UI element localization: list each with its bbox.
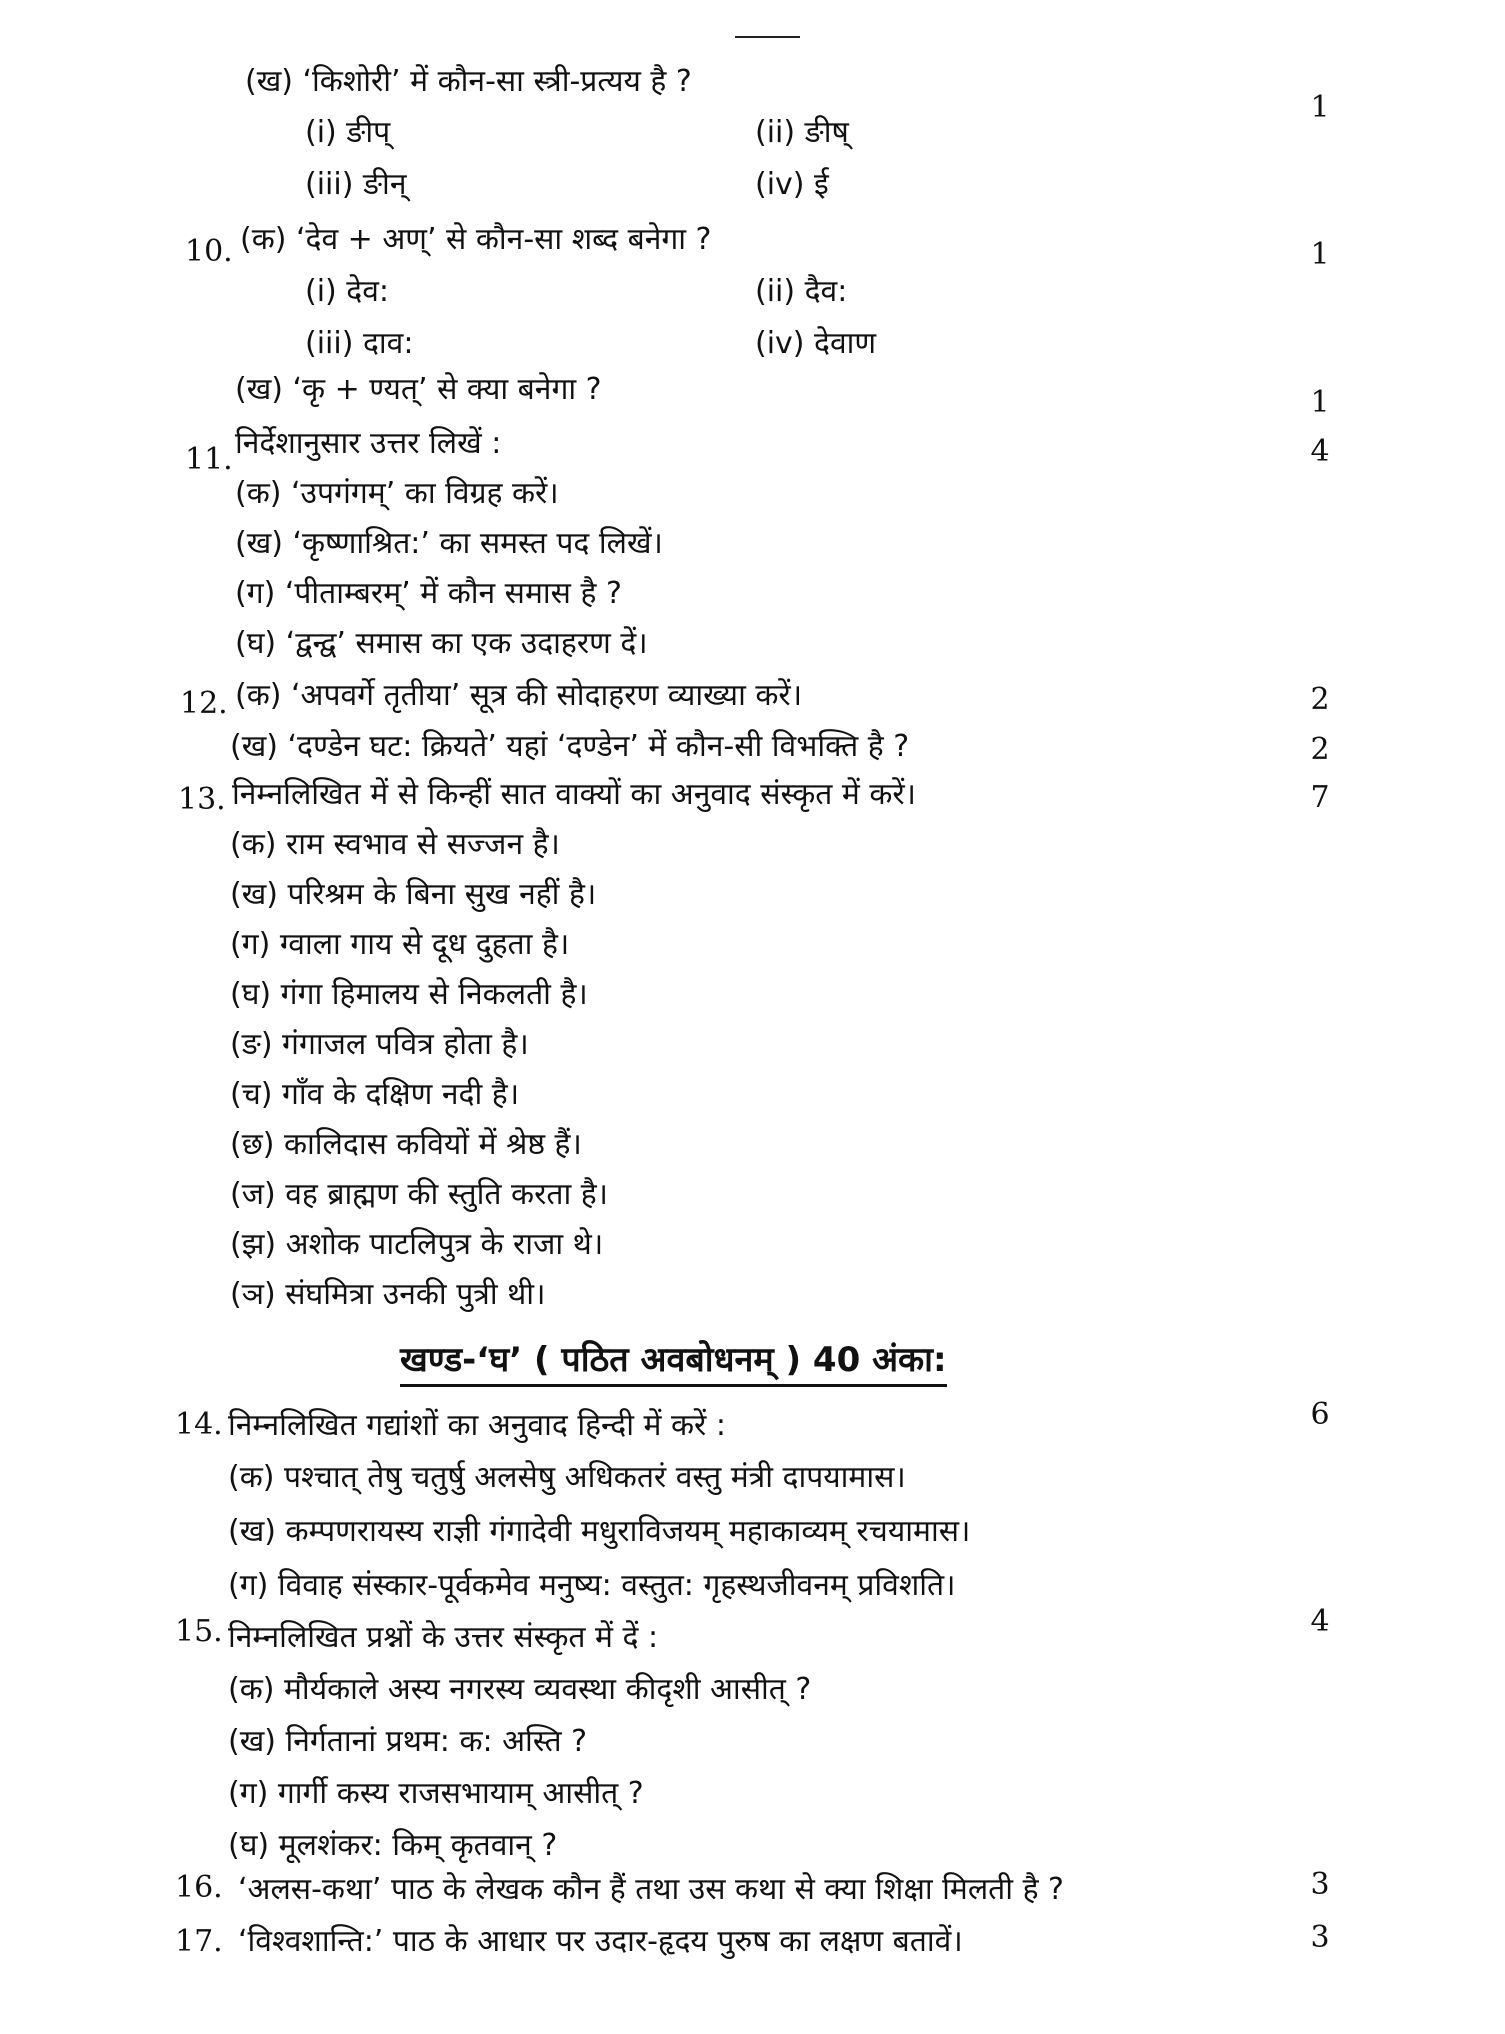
q17-text: ‘विश्वशान्ति:’ पाठ के आधार पर उदार-हृदय पुरुष का लक्षण बतावें। [238, 1924, 963, 1959]
top-rule [735, 36, 800, 38]
q9b-option-4: (iv) ई [755, 167, 829, 202]
q13-item-6: (च) गाँव के दक्षिण नदी है। [230, 1077, 520, 1112]
q9b-text: ‘किशोरी’ में कौन-सा स्त्री-प्रत्यय है ? [302, 64, 692, 99]
q16-number: 16. [175, 1870, 223, 1905]
q10-question [240, 220, 711, 260]
q15-item-1: (क) मौर्यकाले अस्य नगरस्य व्यवस्था कीदृशी आसीत् ? [228, 1672, 812, 1707]
q10b-label: (ख) [235, 372, 283, 407]
q12-part-a: (क) ‘अपवर्गे तृतीया’ सूत्र की सोदाहरण व्याख्या करें। [235, 678, 803, 713]
q14-item-2: (ख) कम्पणरायस्य राज्ञी गंगादेवी मधुराविजयम् महाकाव्यम् रचयामास। [228, 1514, 971, 1549]
q12-b-marks: 2 [1310, 732, 1330, 767]
q9b-option-2: (ii) ङीष् [755, 115, 849, 150]
q15-text: निम्नलिखित प्रश्नों के उत्तर संस्कृत में दें : [228, 1620, 659, 1655]
q13-item-5: (ङ) गंगाजल पवित्र होता है। [230, 1027, 529, 1062]
q11-item-3: (ग) ‘पीताम्बरम्’ में कौन समास है ? [235, 576, 622, 611]
q11-item-1: (क) ‘उपगंगम्’ का विग्रह करें। [235, 476, 559, 511]
q16-text: ‘अलस-कथा’ पाठ के लेखक कौन हैं तथा उस कथा से क्या शिक्षा मिलती है ? [238, 1872, 1064, 1907]
q13-item-8: (ज) वह ब्राह्मण की स्तुति करता है। [230, 1177, 609, 1212]
q13-item-3: (ग) ग्वाला गाय से दूध दुहता है। [230, 927, 570, 962]
q13-item-2: (ख) परिश्रम के बिना सुख नहीं है। [230, 877, 597, 912]
q15-item-3: (ग) गार्गी कस्य राजसभायाम् आसीत् ? [228, 1776, 644, 1811]
q15-number: 15. [175, 1614, 223, 1649]
q11-item-2: (ख) ‘कृष्णाश्रित:’ का समस्त पद लिखें। [235, 526, 663, 561]
q13-item-9: (झ) अशोक पाटलिपुत्र के राजा थे। [230, 1227, 604, 1262]
q10b-question [235, 370, 602, 410]
q14-item-3: (ग) विवाह संस्कार-पूर्वकमेव मनुष्य: वस्तुत: गृहस्थजीवनम् प्रविशति। [228, 1568, 956, 1603]
q14-item-1: (क) पश्चात् तेषु चतुर्षु अलसेषु अधिकतरं वस्तु मंत्री दापयामास। [228, 1460, 906, 1495]
q13-number: 13. [178, 782, 226, 817]
q10-marks: 1 [1310, 237, 1330, 272]
q9b-label: (ख) [245, 64, 293, 99]
q13-item-7: (छ) कालिदास कवियों में श्रेष्ठ हैं। [230, 1127, 582, 1162]
q13-item-10: (ञ) संघमित्रा उनकी पुत्री थी। [230, 1277, 546, 1312]
q10-option-1: (i) देव: [305, 274, 389, 309]
q9b-question [245, 62, 692, 102]
q16-marks: 3 [1310, 1867, 1330, 1902]
q10-option-2: (ii) दैव: [755, 274, 848, 309]
q11-text: निर्देशानुसार उत्तर लिखें : [235, 426, 502, 461]
q13-item-4: (घ) गंगा हिमालय से निकलती है। [230, 977, 588, 1012]
q12-a-marks: 2 [1310, 682, 1330, 717]
q10-number: 10. [185, 234, 233, 269]
q13-marks: 7 [1310, 780, 1330, 815]
q9b-option-1: (i) ङीप् [305, 115, 391, 150]
q10-option-3: (iii) दाव: [305, 326, 414, 361]
q15-item-4: (घ) मूलशंकर: किम् कृतवान् ? [228, 1828, 558, 1863]
q14-marks: 6 [1310, 1397, 1330, 1432]
q10b-marks: 1 [1310, 385, 1330, 420]
q10b-text: ‘कृ + ण्यत्’ से क्या बनेगा ? [292, 372, 602, 407]
q11-number: 11. [185, 442, 233, 477]
q15-marks: 4 [1310, 1604, 1330, 1639]
q9b-marks: 1 [1310, 90, 1330, 125]
q17-marks: 3 [1310, 1920, 1330, 1955]
q10-label: (क) [240, 222, 287, 257]
q10-text: ‘देव + अण्’ से कौन-सा शब्द बनेगा ? [296, 222, 712, 257]
q17-number: 17. [175, 1924, 223, 1959]
q10-option-4: (iv) देवाण [755, 326, 877, 361]
q12-number: 12. [180, 686, 228, 721]
q11-marks: 4 [1310, 434, 1330, 469]
q9b-option-3: (iii) ङीन् [305, 167, 407, 202]
q12-part-b: (ख) ‘दण्डेन घट: क्रियते’ यहां ‘दण्डेन’ में कौन-सी विभक्ति है ? [230, 729, 910, 764]
section-heading: खण्ड-‘घ’ ( पठित अवबोधनम् ) 40 अंका: [400, 1338, 947, 1387]
q15-item-2: (ख) निर्गतानां प्रथम: क: अस्ति ? [228, 1724, 588, 1759]
q14-number: 14. [175, 1407, 223, 1442]
q14-text: निम्नलिखित गद्यांशों का अनुवाद हिन्दी में करें : [228, 1408, 726, 1443]
q13-text: निम्नलिखित में से किन्हीं सात वाक्यों का अनुवाद संस्कृत में करें। [232, 777, 917, 812]
q11-item-4: (घ) ‘द्वन्द्व’ समास का एक उदाहरण दें। [235, 626, 648, 661]
q13-item-1: (क) राम स्वभाव से सज्जन है। [230, 827, 560, 862]
